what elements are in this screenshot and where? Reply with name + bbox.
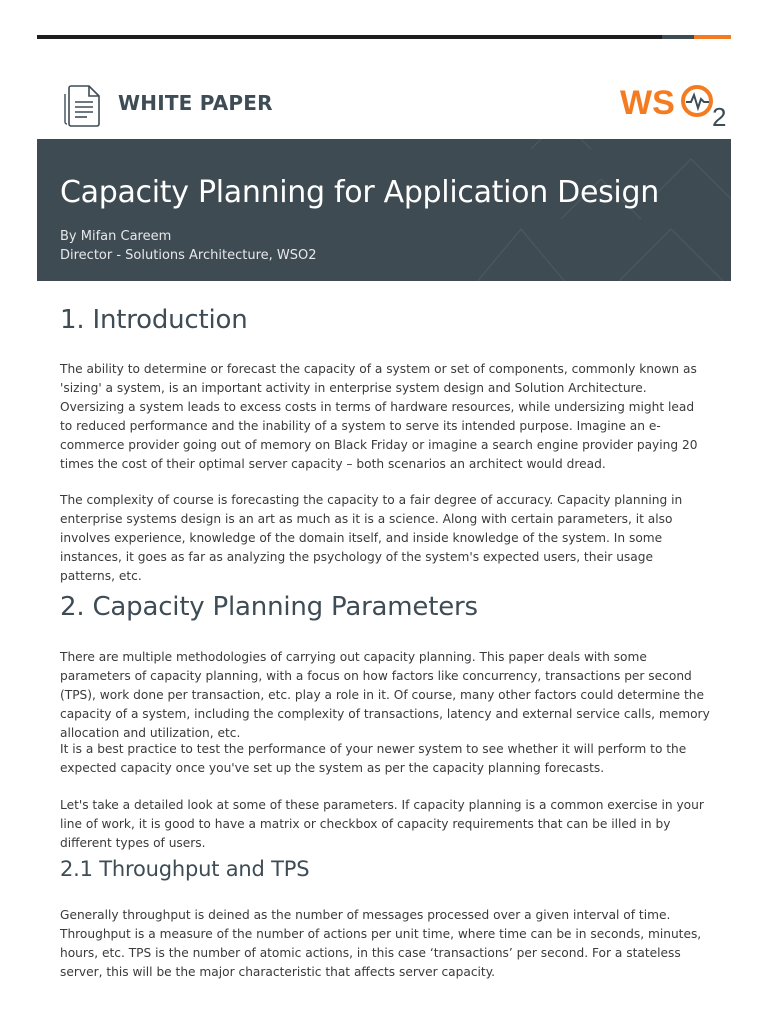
- params-paragraph-1: There are multiple methodologies of carrying out capacity planning. This paper deals with some parameters of capacity planning, with a focus on how factors like concurrency, transactions per second (TPS), work done per transaction, etc. play a role in it. Of course, many other factors could determine the capacity of a system, including the complexity of transactions, latency and external service calls, memory allocation and utilization, etc.: [60, 650, 710, 740]
- params-paragraph-2: It is a best practice to test the performance of your newer system to see whether it will perform to the expected capacity once you've set up the system as per the capacity planning forecasts.: [60, 742, 687, 775]
- title-banner: [37, 139, 731, 281]
- intro-paragraph-2: The complexity of course is forecasting the capacity to a fair degree of accuracy. Capacity planning in enterprise systems design is an art as much as it is a science. Along with certain parameters, it also involves experience, knowledge of the domain itself, and inside knowledge of the system. In some instances, it goes as far as analyzing the psychology of the system's expected users, their usage patterns, etc.: [60, 493, 683, 583]
- wso2-logo: [620, 82, 732, 130]
- heading-throughput-tps: 2.1 Throughput and TPS: [60, 857, 310, 881]
- heading-introduction: 1. Introduction: [60, 305, 248, 335]
- document-title: Capacity Planning for Application Design: [60, 175, 659, 210]
- throughput-paragraph-1: Generally throughput is deined as the number of messages processed over a given interval of time. Throughput is a measure of the number of actions per unit time, where time can be in seconds, minutes, hours, etc. TPS is the number of atomic actions, in this case ‘transactions’ per second. For a stateless server, this will be the major characteristic that affects server capacity.: [60, 908, 702, 979]
- banner-decoration: [431, 139, 731, 281]
- top-rule: [37, 35, 731, 39]
- author-role: Director - Solutions Architecture, WSO2: [60, 248, 317, 263]
- top-rule-orange: [694, 35, 731, 39]
- top-rule-accent: [662, 35, 694, 39]
- svg-text:2: 2: [712, 102, 727, 130]
- white-paper-label: WHITE PAPER: [118, 91, 273, 115]
- heading-capacity-parameters: 2. Capacity Planning Parameters: [60, 592, 478, 622]
- params-paragraph-3: Let's take a detailed look at some of these parameters. If capacity planning is a common exercise in your line of work, it is good to have a matrix or checkbox of capacity requirements that can be illed in by different types of users.: [60, 798, 704, 850]
- intro-paragraph-1: The ability to determine or forecast the capacity of a system or set of components, commonly known as 'sizing' a system, is an important activity in enterprise system design and Solution Architecture. Oversizing a system leads to excess costs in terms of hardware resources, while undersizing might lead to reduced performance and the inability of a system to serve its intended purpose. Imagine an e-commerce provider going out of memory on Black Friday or imagine a search engine provider paying 20 times the cost of their optimal server capacity – both scenarios an architect would dread.: [60, 362, 698, 471]
- svg-text:WS: WS: [620, 84, 675, 122]
- author-name: By Mifan Careem: [60, 229, 172, 244]
- document-icon: [63, 84, 103, 128]
- author-block: [60, 227, 317, 265]
